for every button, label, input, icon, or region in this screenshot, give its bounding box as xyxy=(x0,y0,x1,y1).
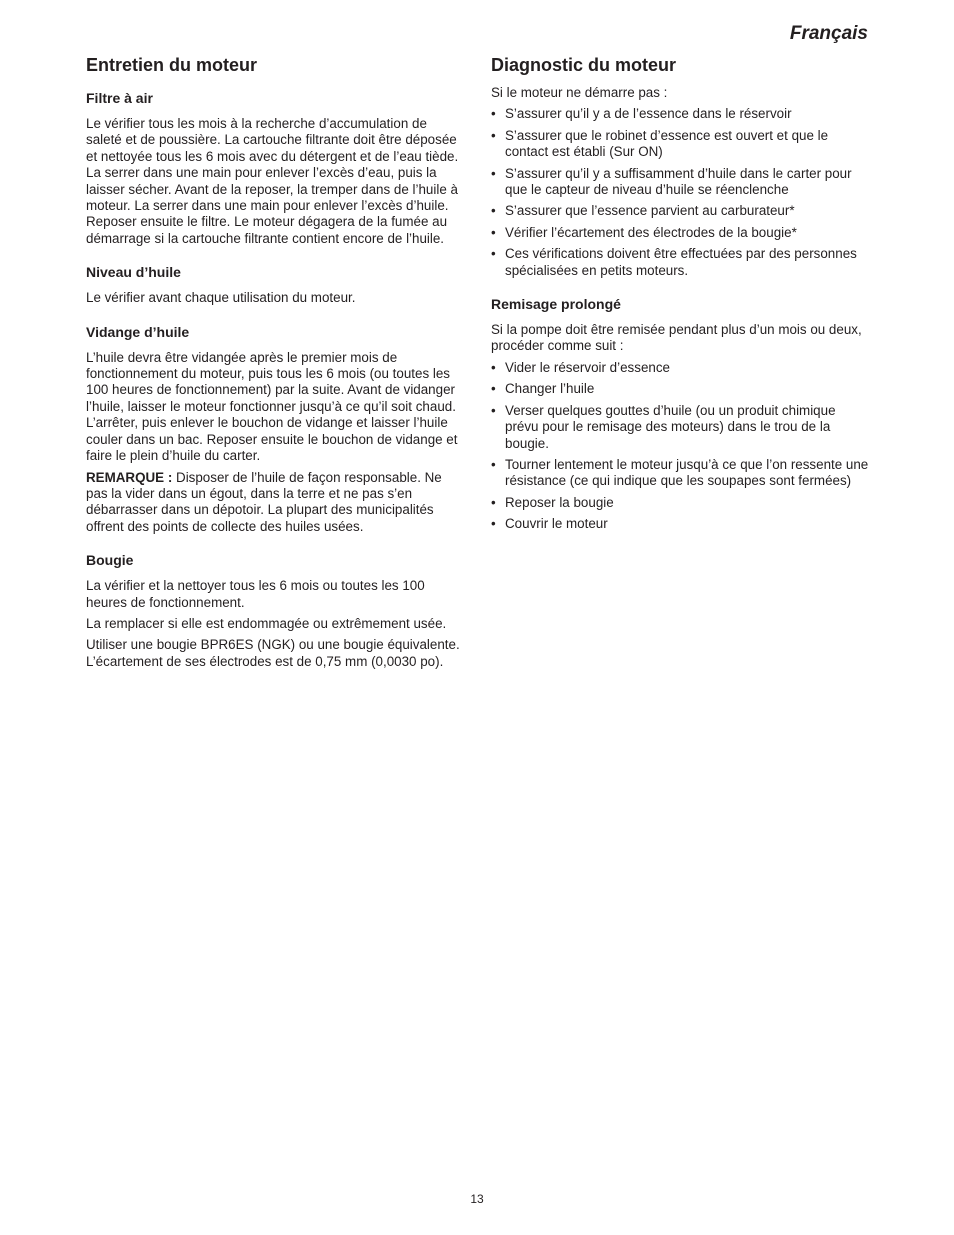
section-oil-level xyxy=(86,263,464,306)
section-air-filter xyxy=(86,89,464,247)
page-number: 13 xyxy=(470,1192,484,1206)
bullet-icon: • xyxy=(491,359,496,375)
section-spark-plug xyxy=(86,551,464,670)
storage-list xyxy=(491,360,869,533)
section-paragraph: La vérifier et la nettoyer tous les 6 mois ou toutes les 100 heures de fonctionnement. xyxy=(86,578,425,610)
list-item: • Couvrir le moteur xyxy=(491,516,608,532)
list-item: • Reposer la bougie xyxy=(491,494,614,510)
bullet-icon: • xyxy=(491,106,496,122)
section-heading: Niveau d’huile xyxy=(86,264,181,281)
section-paragraph: Le vérifier tous les mois à la recherche d’accumulation de saleté et de poussière. La cartouche filtrante doit être déposée et nettoyée tous les 6 mois avec du détergent et de l’eau tiède. La serrer dans une main pour enlever l’excès d’eau, puis la laisser sécher. Avant de la reposer, la tremper dans de l’huile à moteur. La serrer dans une main pour enlever l’excès d’huile. Reposer ensuite le filtre. Le moteur dégagera de la fumée au démarrage si la cartouche filtrante contient encore de l’huile. xyxy=(86,116,459,246)
section-paragraph: L’huile devra être vidangée après le premier mois de fonctionnement du moteur, puis tous les 6 mois (ou toutes les 100 heures de fonctionnement) par la suite. Avant de vidanger l’huile, laisser le moteur fonctionner jusqu’à ce qu’il soit chaud. L’arrêter, puis enlever le bouchon de vidange et laisser l’huile couler dans un bac. Reposer ensuite le bouchon de vidange et faire le plein d’huile du carter. xyxy=(86,349,458,464)
section-paragraph: Le vérifier avant chaque utilisation du moteur. xyxy=(86,290,356,306)
language-label: Français xyxy=(789,23,868,44)
list-item: • S’assurer qu’il y a de l’essence dans le réservoir xyxy=(491,106,792,122)
list-item: • S’assurer que l’essence parvient au carburateur* xyxy=(491,203,795,219)
section-paragraph: La remplacer si elle est endommagée ou extrêmement usée. xyxy=(86,615,447,631)
bullet-icon: • xyxy=(491,246,496,262)
list-item: • S’assurer qu’il y a suffisamment d’huile dans le carter pour que le capteur de niveau d’huile se réenclenche xyxy=(491,165,852,198)
list-item: • S’assurer que le robinet d’essence est ouvert et que le contact est établi (Sur ON) xyxy=(491,127,829,160)
section-heading: Remisage prolongé xyxy=(491,296,621,313)
storage-intro: Si la pompe doit être remisée pendant plus d’un mois ou deux, procéder comme suit : xyxy=(491,322,862,354)
bullet-icon: • xyxy=(491,203,496,219)
section-heading: Vidange d’huile xyxy=(86,323,190,340)
engine-maintenance-title: Entretien du moteur xyxy=(86,55,258,75)
remark-paragraph xyxy=(86,470,464,536)
list-item: • Tourner lentement le moteur jusqu’à ce que l’on ressente une résistance (ce qui indique que les soupapes sont fermées) xyxy=(491,456,869,489)
bullet-icon: • xyxy=(491,494,496,510)
section-long-storage xyxy=(491,295,869,532)
bullet-icon: • xyxy=(491,224,496,240)
section-heading: Filtre à air xyxy=(86,90,153,106)
left-column xyxy=(86,54,464,675)
engine-diagnostic-title: Diagnostic du moteur xyxy=(491,55,677,75)
bullet-icon: • xyxy=(491,456,496,472)
list-item: • Vérifier l’écartement des électrodes de la bougie* xyxy=(491,224,797,240)
list-item: • Vider le réservoir d’essence xyxy=(491,359,670,375)
section-paragraph: Utiliser une bougie BPR6ES (NGK) ou une bougie équivalente. L’écartement de ses électrodes est de 0,75 mm (0,0030 po). xyxy=(86,637,460,669)
bullet-icon: • xyxy=(491,381,496,397)
bullet-icon: • xyxy=(491,516,496,532)
remark-text: Disposer de l’huile de façon responsable. Ne pas la vider dans un égout, dans la terre et ne pas s’en débarrasser dans un dépotoir. La plupart des municipalités offrent des points de collecte des huiles usées. xyxy=(86,469,442,534)
bullet-icon: • xyxy=(491,127,496,143)
list-item: • Ces vérifications doivent être effectuées par des personnes spécialisées en petits moteurs. xyxy=(491,246,857,278)
right-column xyxy=(491,54,869,538)
section-oil-change xyxy=(86,323,464,535)
diagnostic-list xyxy=(491,106,869,279)
diagnostic-intro: Si le moteur ne démarre pas : xyxy=(491,85,668,100)
section-heading: Bougie xyxy=(86,552,134,569)
list-item: • Changer l’huile xyxy=(491,381,595,397)
list-item: • Verser quelques gouttes d’huile (ou un produit chimique prévu pour le remisage des moteurs) dans le trou de la bougie. xyxy=(491,402,836,451)
bullet-icon: • xyxy=(491,165,496,181)
remark-label: REMARQUE : xyxy=(86,469,173,485)
bullet-icon: • xyxy=(491,402,496,418)
